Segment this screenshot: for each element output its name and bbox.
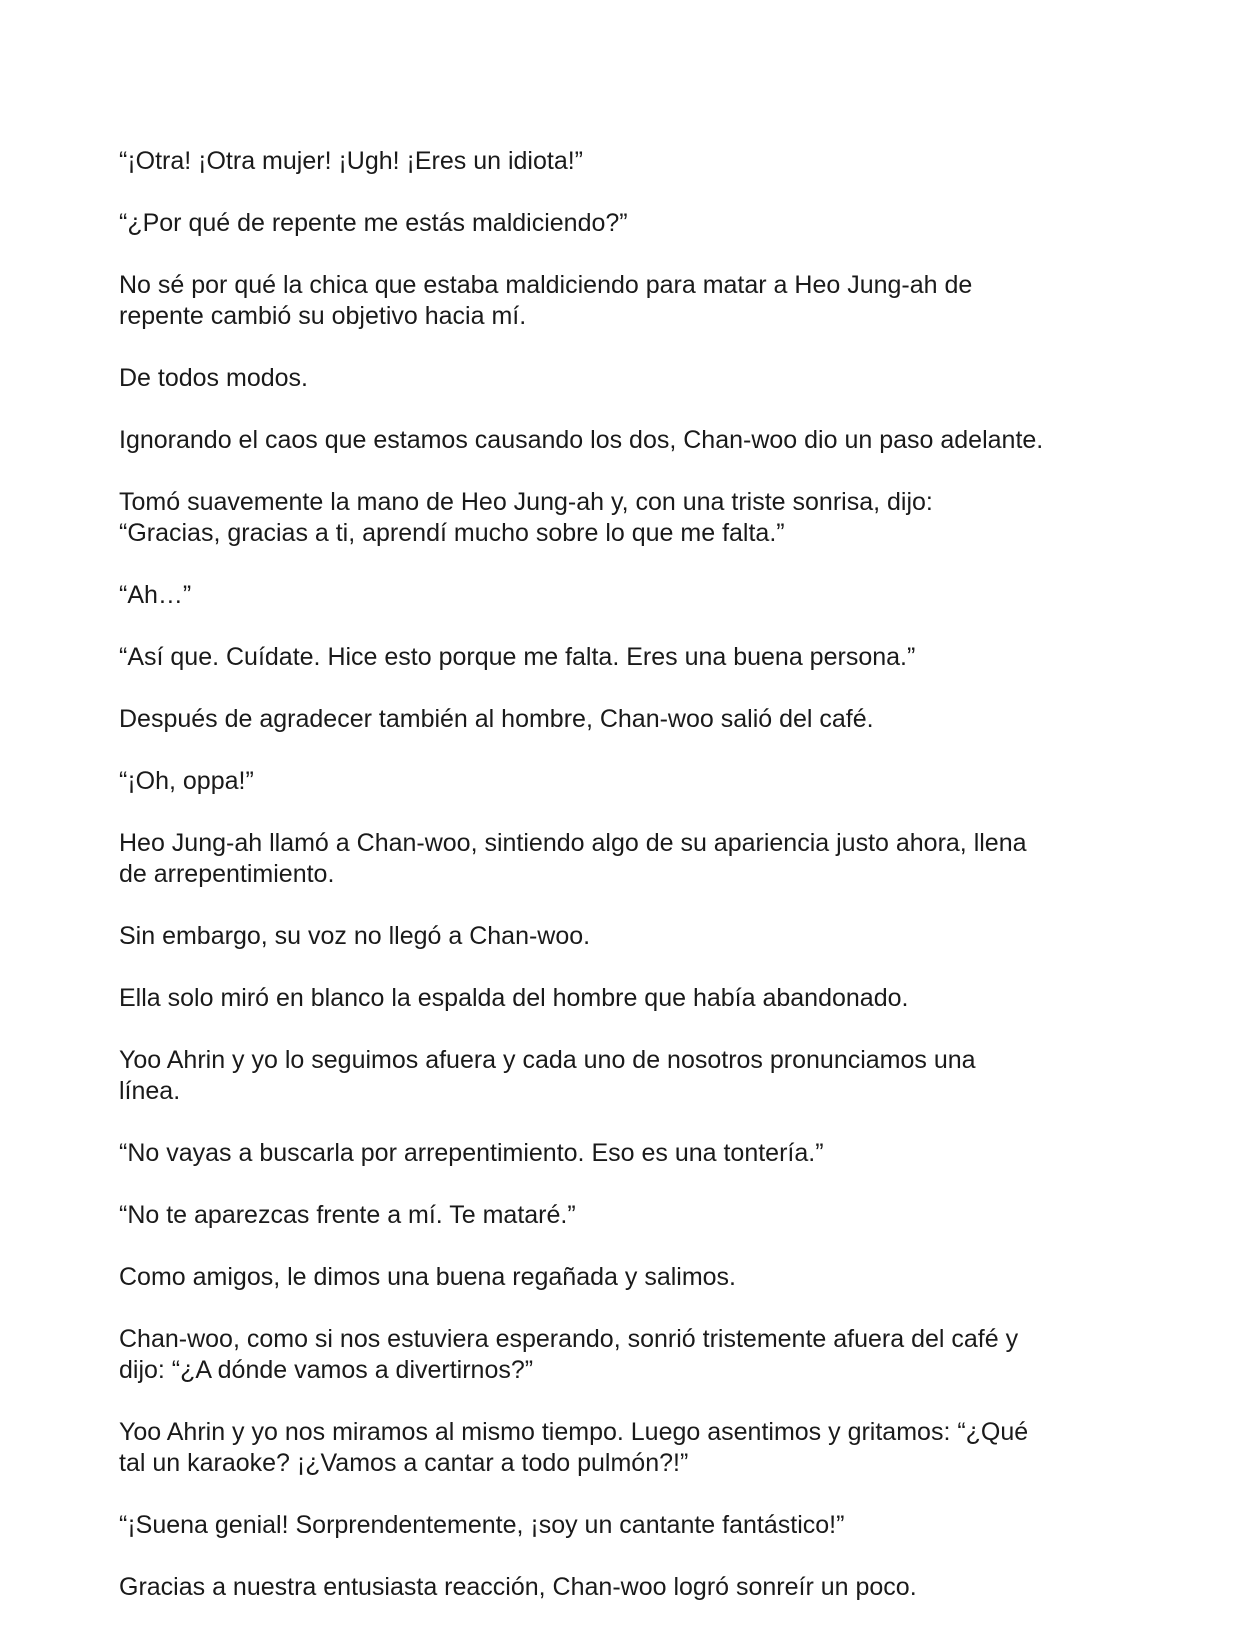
paragraph: Chan-woo, como si nos estuviera esperando, sonrió tristemente afuera del café y dijo: “¿A dónde vamos a divertirnos?” — [119, 1325, 1019, 1384]
paragraph: “¿Por qué de repente me estás maldiciendo?” — [119, 209, 628, 237]
paragraph: “¡Otra! ¡Otra mujer! ¡Ugh! ¡Eres un idiota!” — [119, 147, 584, 175]
paragraph: “No vayas a buscarla por arrepentimiento. Eso es una tontería.” — [119, 1139, 824, 1167]
paragraph: Sin embargo, su voz no llegó a Chan-woo. — [119, 922, 591, 950]
paragraph: Tomó suavemente la mano de Heo Jung-ah y, con una triste sonrisa, dijo: “Gracias, gracias a ti, aprendí mucho sobre lo que me falta.” — [119, 488, 933, 547]
paragraph: “No te aparezcas frente a mí. Te mataré.” — [119, 1201, 576, 1229]
paragraph: “¡Suena genial! Sorprendentemente, ¡soy un cantante fantástico!” — [119, 1511, 845, 1539]
paragraph: Gracias a nuestra entusiasta reacción, Chan-woo logró sonreír un poco. — [119, 1573, 917, 1601]
paragraph: Yoo Ahrin y yo nos miramos al mismo tiempo. Luego asentimos y gritamos: “¿Qué tal un karaoke? ¡¿Vamos a cantar a todo pulmón?!” — [119, 1418, 1029, 1477]
paragraph: “Ah…” — [119, 581, 192, 609]
paragraph: Ignorando el caos que estamos causando los dos, Chan-woo dio un paso adelante. — [119, 426, 1044, 454]
paragraph: De todos modos. — [119, 364, 308, 392]
paragraph: Yoo Ahrin y yo lo seguimos afuera y cada uno de nosotros pronunciamos una línea. — [119, 1046, 976, 1105]
paragraph: Después de agradecer también al hombre, Chan-woo salió del café. — [119, 705, 874, 733]
paragraph: Ella solo miró en blanco la espalda del hombre que había abandonado. — [119, 984, 909, 1012]
paragraph: Heo Jung-ah llamó a Chan-woo, sintiendo algo de su apariencia justo ahora, llena de arrepentimiento. — [119, 829, 1027, 888]
paragraph: No sé por qué la chica que estaba maldiciendo para matar a Heo Jung-ah de repente cambió su objetivo hacia mí. — [119, 271, 973, 330]
paragraph: Como amigos, le dimos una buena regañada y salimos. — [119, 1263, 737, 1291]
document-body — [119, 146, 1129, 1634]
paragraph: “Así que. Cuídate. Hice esto porque me falta. Eres una buena persona.” — [119, 643, 916, 671]
paragraph: “¡Oh, oppa!” — [119, 767, 254, 795]
